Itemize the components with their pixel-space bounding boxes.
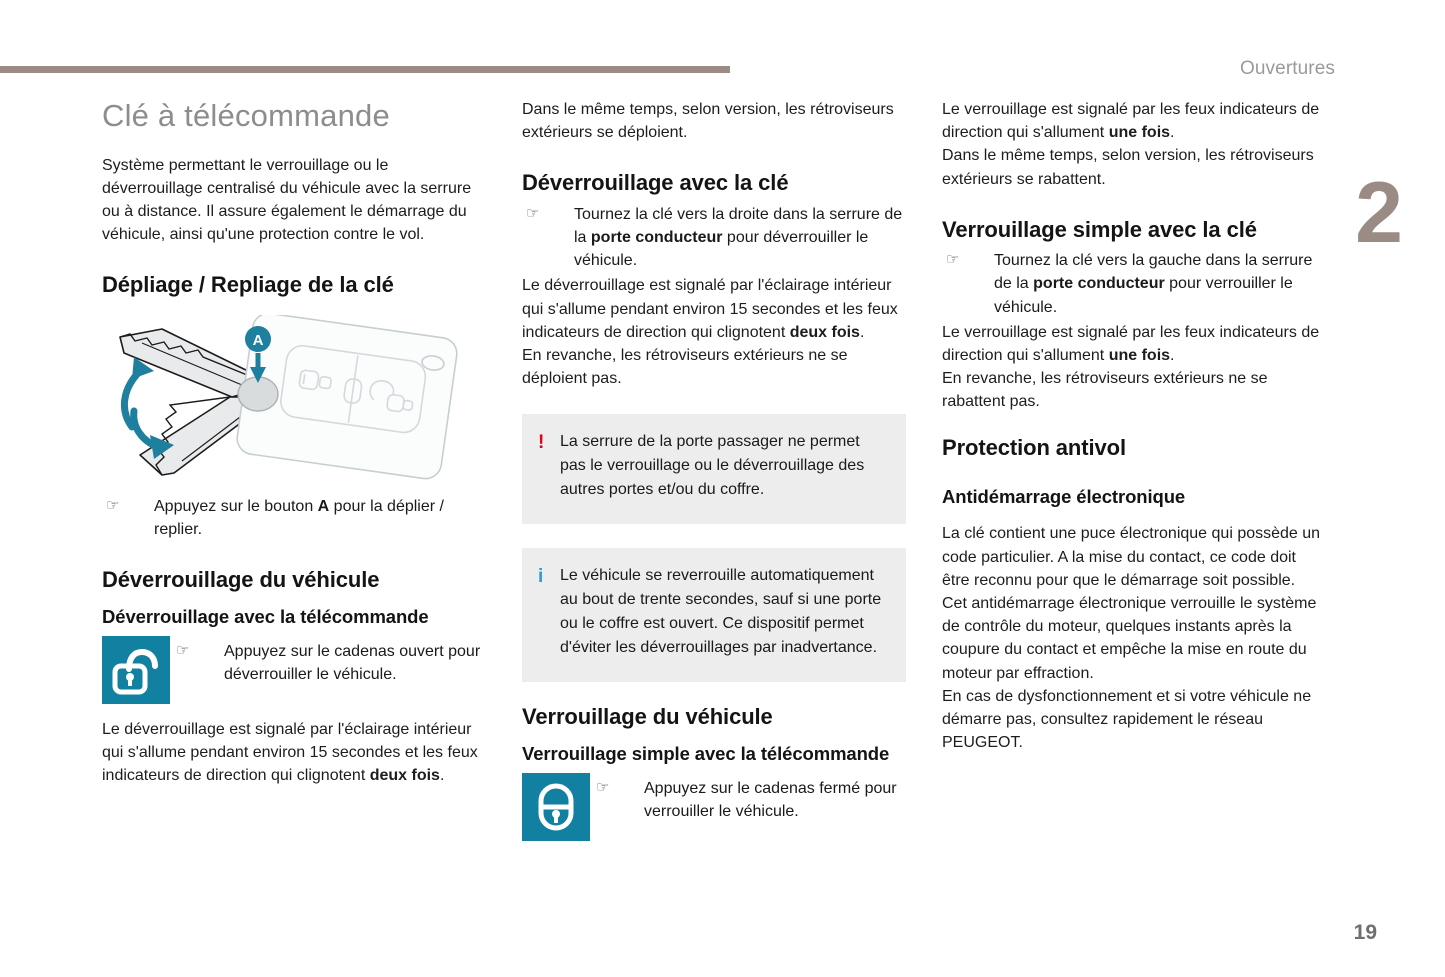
page-title: Clé à télécommande [102, 98, 390, 133]
bullet-lock-with-key-text: Tournez la clé vers la gauche dans la serrure de la porte conducteur pour verrouiller le véhicule. [994, 252, 1313, 316]
heading-lock-with-key: Verrouillage simple avec la clé [942, 216, 1257, 242]
bullet-unlock-with-key [522, 203, 906, 273]
svg-text:A: A [252, 331, 264, 349]
warning-exclamation-icon: ! [538, 432, 545, 454]
bullet-lock-with-key [942, 249, 1326, 319]
column-middle [522, 98, 906, 841]
heading-electronic-immobiliser: Antidémarrage électronique [942, 485, 1186, 507]
immobiliser-paragraph-1: La clé contient une puce électronique qui possède un code particulier. A la mise du contact, ce code doit être reconnu pour que le démarrage soit possible. [942, 525, 1321, 589]
heading-antitheft-protection: Protection antivol [942, 435, 1126, 461]
open-padlock-slot [102, 636, 172, 704]
bullet-lock-remote [592, 777, 906, 823]
lock-key-signal-paragraph: Le verrouillage est signalé par les feux indicateurs de direction qui s'allument une fois. [942, 323, 1320, 364]
page-columns [102, 98, 1327, 841]
column-right [942, 98, 1326, 841]
lock-signal-paragraph: Le verrouillage est signalé par les feux indicateurs de direction qui s'allument une fois. [942, 101, 1320, 142]
bullet-lock-remote-text: Appuyez sur le cadenas fermé pour verrouiller le véhicule. [644, 780, 897, 821]
heading-fold-unfold-key: Dépliage / Repliage de la clé [102, 272, 394, 298]
page-number: 19 [1353, 921, 1377, 944]
lock-remote-instruction-row [522, 773, 906, 841]
closed-padlock-icon [522, 773, 590, 841]
pointing-hand-icon: ☞ [596, 779, 610, 797]
info-i-icon: i [538, 566, 544, 588]
intro-paragraph: Système permettant le verrouillage ou le déverrouillage centralisé du véhicule avec la serrure ou à distance. Il assure également le démarrage du véhicule, ainsi qu'une protection contre le vol. [102, 156, 472, 244]
info-callout [522, 548, 906, 682]
heading-lock-vehicle: Verrouillage du véhicule [522, 704, 773, 730]
unlock-key-signal-paragraph: Le déverrouillage est signalé par l'éclairage intérieur qui s'allume pendant environ 15 secondes et les feux indicateurs de direction qui clignotent deux fois. [522, 277, 898, 341]
immobiliser-paragraph-2: Cet antidémarrage électronique verrouille le système de contrôle du moteur, quelques instants après la coupure du contact et empêche la mise en route du moteur par effraction. [942, 594, 1317, 682]
pointing-hand-icon: ☞ [176, 642, 190, 660]
warning-callout [522, 414, 906, 524]
remote-key-illustration [102, 315, 462, 485]
pointing-hand-icon: ☞ [106, 496, 120, 514]
warning-callout-text: La serrure de la porte passager ne permet pas le verrouillage ou le déverrouillage des autres portes et/ou du coffre. [560, 433, 865, 499]
bullet-unlock-remote-text: Appuyez sur le cadenas ouvert pour déverrouiller le véhicule. [224, 643, 481, 684]
pointing-hand-icon: ☞ [526, 204, 540, 222]
bullet-unlock-with-key-text: Tournez la clé vers la droite dans la serrure de la porte conducteur pour déverrouiller le véhicule. [574, 205, 903, 270]
chapter-number: 2 [1355, 165, 1401, 261]
bullet-unlock-remote [172, 640, 486, 686]
heading-unlock-with-remote: Déverrouillage avec la télécommande [102, 605, 429, 627]
info-callout-text: Le véhicule se reverrouille automatiquement au bout de trente secondes, sauf si une porte ou le coffre est ouvert. Ce dispositif permet d'éviter les déverrouillages par inadvertance. [560, 567, 882, 657]
column-left [102, 98, 486, 841]
unlock-signal-paragraph: Le déverrouillage est signalé par l'éclairage intérieur qui s'allume pendant environ 15 secondes et les feux indicateurs de direction qui clignotent deux fois. [102, 721, 478, 785]
closed-padlock-slot [522, 773, 592, 841]
unlock-remote-instruction-row [102, 636, 486, 704]
bullet-fold-key-text: Appuyez sur le bouton A pour la déplier / replier. [154, 497, 444, 538]
immobiliser-paragraph-3: En cas de dysfonctionnement et si votre véhicule ne démarre pas, consultez rapidement le réseau PEUGEOT. [942, 687, 1312, 752]
mirrors-not-deploy-paragraph: En revanche, les rétroviseurs extérieurs ne se déploient pas. [522, 346, 848, 388]
section-header-title: Ouvertures [1240, 58, 1335, 79]
heading-unlock-with-key: Déverrouillage avec la clé [522, 170, 789, 196]
heading-lock-with-remote: Verrouillage simple avec la télécommande [522, 742, 890, 764]
open-padlock-icon [102, 636, 170, 704]
heading-unlock-vehicle: Déverrouillage du véhicule [102, 567, 380, 593]
pointing-hand-icon: ☞ [946, 251, 960, 269]
mirrors-not-fold-paragraph: En revanche, les rétroviseurs extérieurs ne se rabattent pas. [942, 370, 1268, 411]
mirrors-deploy-paragraph: Dans le même temps, selon version, les rétroviseurs extérieurs se déploient. [522, 101, 894, 142]
bullet-fold-key [102, 495, 486, 541]
mirrors-fold-paragraph: Dans le même temps, selon version, les rétroviseurs extérieurs se rabattent. [942, 147, 1314, 188]
header-accent-rule [0, 66, 730, 73]
